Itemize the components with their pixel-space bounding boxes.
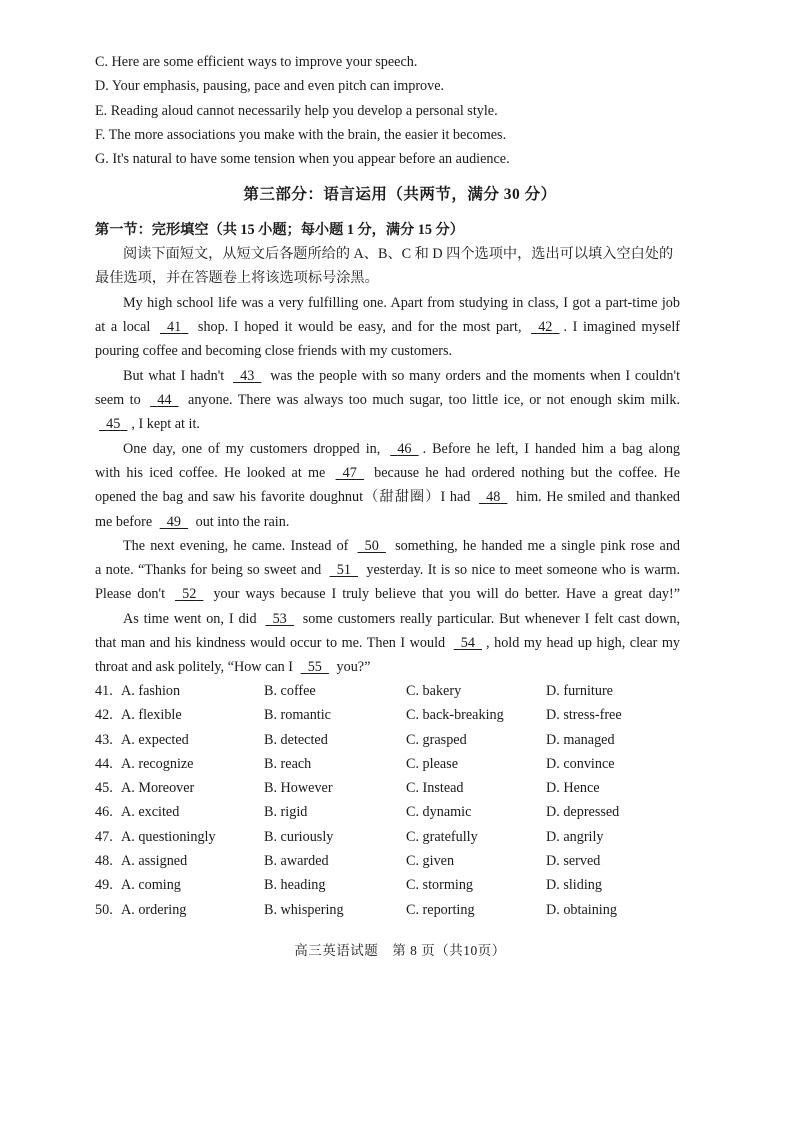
option-c-sentence: C. Here are some efficient ways to improve your speech. <box>95 54 418 70</box>
question-row: 47. A. questioningly B. curiously C. gratefully D. angrily <box>95 829 604 845</box>
passage-line-14: As time went on, I did 53 some customers really particular. But whenever I felt cast down, <box>123 611 681 627</box>
question-row: 50. A. ordering B. whispering C. reporting D. obtaining <box>95 902 617 918</box>
subsection-title: 第一节：完形填空（共 15 小题；每小题 1 分，满分 15 分） <box>95 222 464 238</box>
passage-line-15: that man and his kindness would occur to me. Then I would 54 , hold my head up high, clear my <box>95 635 681 651</box>
passage-line-12: a note. “Thanks for being so sweet and 51 yesterday. It is so nice to meet someone who is warm. <box>95 562 681 578</box>
blank-41: 41 <box>167 319 182 335</box>
blank-47: 47 <box>342 465 357 481</box>
passage-line-9: opened the bag and saw his favorite doughnut（甜甜圈）I had 48 him. He smiled and thanked <box>95 489 680 505</box>
blank-54: 54 <box>460 635 475 651</box>
question-row: 49. A. coming B. heading C. storming D. sliding <box>95 877 602 893</box>
blank-55: 55 <box>307 659 322 675</box>
passage-line-8: with his iced coffee. He looked at me 47 because he had ordered nothing but the coffee. He <box>95 465 681 481</box>
question-row: 48. A. assigned B. awarded C. given D. served <box>95 853 601 869</box>
passage-line-6: 45 , I kept at it. <box>95 414 680 434</box>
passage-line-16: throat and ask politely, “How can I 55 you?” <box>95 659 371 675</box>
question-row: 44. A. recognize B. reach C. please D. convince <box>95 756 615 772</box>
question-row: 41. A. fashion B. coffee C. bakery D. furniture <box>95 683 613 699</box>
passage-line-1: My high school life was a very fulfilling one. Apart from studying in class, I got a part-time job <box>123 295 680 311</box>
blank-45: 45 <box>106 416 121 432</box>
blank-53: 53 <box>272 611 287 627</box>
passage-line-5: seem to 44 anyone. There was always too much sugar, too little ice, or not enough skim milk. <box>95 392 680 408</box>
blank-49: 49 <box>166 514 181 530</box>
page-footer: 高三英语试题 第 8 页（共10页） <box>294 943 506 958</box>
question-row: 43. A. expected B. detected C. grasped D. managed <box>95 732 615 748</box>
option-f-sentence: F. The more associations you make with the brain, the easier it becomes. <box>95 127 507 143</box>
blank-44: 44 <box>157 392 172 408</box>
passage-line-10: me before 49 out into the rain. <box>95 514 290 530</box>
instruction-line-1: 阅读下面短文，从短文后各题所给的 A、B、C 和 D 四个选项中，选出可以填入空白处的 <box>123 246 674 262</box>
option-d-sentence: D. Your emphasis, pausing, pace and even pitch can improve. <box>95 78 445 94</box>
blank-51: 51 <box>336 562 351 578</box>
blank-48: 48 <box>486 489 501 505</box>
blank-43: 43 <box>240 368 255 384</box>
passage-line-3: pouring coffee and becoming close friends with my customers. <box>95 343 453 359</box>
question-row: 46. A. excited B. rigid C. dynamic D. depressed <box>95 804 620 820</box>
option-g-sentence: G. It's natural to have some tension when you appear before an audience. <box>95 151 510 167</box>
passage-line-11: The next evening, he came. Instead of 50 something, he handed me a single pink rose and <box>123 538 681 554</box>
instruction-line-2: 最佳选项，并在答题卷上将该选项标号涂黑。 <box>95 270 379 286</box>
option-e-sentence: E. Reading aloud cannot necessarily help you develop a personal style. <box>95 103 498 119</box>
passage-line-7: One day, one of my customers dropped in, 46 . Before he left, I handed him a bag along <box>123 441 681 457</box>
question-row: 42. A. flexible B. romantic C. back-breaking D. stress-free <box>95 707 622 723</box>
blank-42: 42 <box>538 319 553 335</box>
passage-line-4: But what I hadn't 43 was the people with so many orders and the moments when I couldn't <box>123 368 681 384</box>
passage-line-13: Please don't 52 your ways because I truly believe that you will do better. Have a great day!” <box>95 586 681 602</box>
section-title: 第三部分：语言运用（共两节，满分 30 分） <box>243 186 557 203</box>
blank-52: 52 <box>182 586 197 602</box>
passage-line-2: at a local 41 shop. I hoped it would be easy, and for the most part, 42 . I imagined myself <box>95 319 680 335</box>
question-row: 45. A. Moreover B. However C. Instead D. Hence <box>95 780 600 796</box>
blank-50: 50 <box>364 538 379 554</box>
blank-46: 46 <box>397 441 412 457</box>
